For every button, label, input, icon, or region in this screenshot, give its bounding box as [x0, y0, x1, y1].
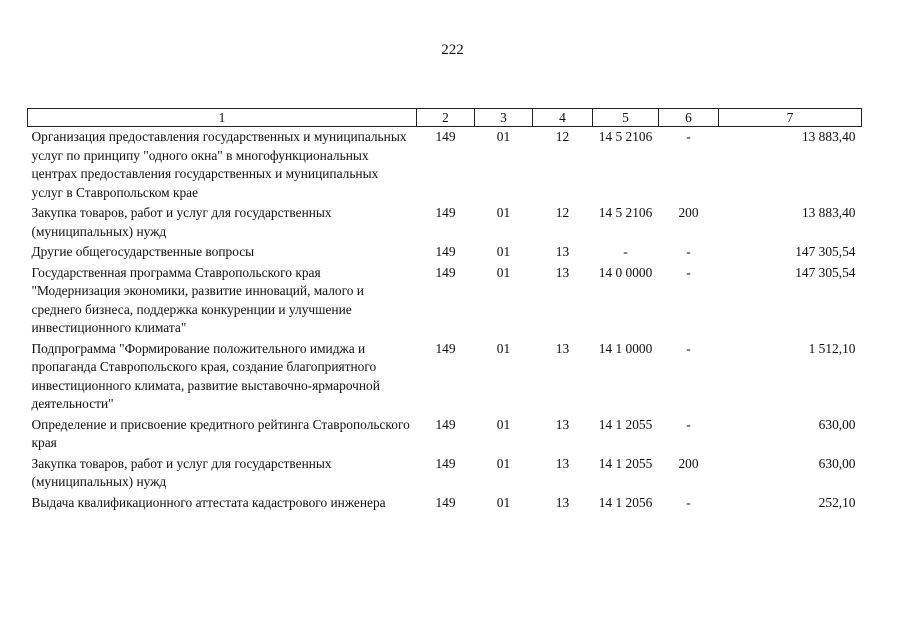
row-code-5: 14 1 2056	[598, 494, 653, 510]
row-code-6: -	[686, 340, 691, 356]
row-code-4: 13	[555, 264, 570, 280]
row-code-3: 01	[496, 244, 511, 259]
row-code-5: 14 5 2106	[598, 129, 653, 144]
table-row	[28, 415, 862, 454]
column-header-5: 5	[593, 109, 659, 127]
row-code-6: -	[686, 416, 691, 432]
row-code-3: 01	[496, 129, 511, 144]
table-row	[28, 242, 862, 263]
table-row	[28, 203, 862, 242]
row-name: Выдача квалификационного аттестата кадастрового инженера	[31, 494, 386, 510]
row-code-4: 12	[555, 205, 570, 220]
column-header-2: 2	[417, 109, 475, 127]
row-code-4: 13	[555, 244, 570, 259]
table-row	[28, 127, 862, 204]
row-code-3: 01	[496, 340, 511, 356]
row-code-4: 13	[555, 455, 570, 471]
row-amount: 147 305,54	[795, 244, 856, 259]
row-amount: 13 883,40	[801, 205, 856, 220]
row-code-5: 14 1 0000	[598, 340, 653, 356]
row-code-6: -	[686, 264, 691, 280]
row-name: Определение и присвоение кредитного рейтинга Ставропольского края	[31, 416, 410, 450]
row-code-2: 149	[435, 455, 456, 471]
row-name: Другие общегосударственные вопросы	[31, 244, 255, 259]
header-row	[28, 109, 862, 127]
row-code-3: 01	[496, 494, 511, 510]
row-amount: 1 512,10	[808, 340, 856, 356]
column-header-6: 6	[659, 109, 719, 127]
page-number: 222	[441, 42, 464, 58]
column-header-7: 7	[719, 109, 862, 127]
table-row	[28, 493, 862, 514]
row-code-2: 149	[435, 416, 456, 432]
row-code-2: 149	[435, 244, 456, 259]
table-row	[28, 339, 862, 415]
row-code-4: 13	[555, 494, 570, 510]
row-code-5: 14 1 2055	[598, 455, 653, 471]
row-code-2: 149	[435, 205, 456, 220]
row-amount: 13 883,40	[801, 129, 856, 144]
row-name: Государственная программа Ставропольского края "Модернизация экономики, развитие инноваций, малого и среднего бизнеса, поддержка конкуренции и улучшение инвестиционного климата"	[31, 264, 364, 335]
row-amount: 252,10	[818, 494, 856, 510]
row-code-5: -	[623, 244, 628, 259]
row-code-2: 149	[435, 129, 456, 144]
row-code-6: 200	[678, 455, 699, 471]
row-code-4: 13	[555, 416, 570, 432]
row-code-4: 12	[555, 129, 570, 144]
row-code-5: 14 1 2055	[598, 416, 653, 432]
row-code-4: 13	[555, 340, 570, 356]
row-code-3: 01	[496, 205, 511, 220]
table-row	[28, 454, 862, 493]
row-amount: 630,00	[818, 416, 856, 432]
row-code-6: -	[686, 244, 691, 259]
row-code-2: 149	[435, 494, 456, 510]
row-name: Подпрограмма "Формирование положительного имиджа и пропаганда Ставропольского края, создание благоприятного инвестиционного климата, развитие выставочно-ярмарочной деятельности"	[31, 340, 380, 411]
table-row	[28, 263, 862, 339]
row-code-5: 14 5 2106	[598, 205, 653, 220]
row-name: Организация предоставления государственных и муниципальных услуг по принципу "одного окна" в многофункциональных центрах предоставления государственных и муниципальных услуг в Ставропольском крае	[31, 129, 407, 200]
row-code-3: 01	[496, 455, 511, 471]
column-header-4: 4	[533, 109, 593, 127]
row-code-6: 200	[678, 205, 699, 220]
row-amount: 630,00	[818, 455, 856, 471]
column-header-1: 1	[28, 109, 417, 127]
column-header-3: 3	[475, 109, 533, 127]
row-code-3: 01	[496, 416, 511, 432]
row-code-6: -	[686, 494, 691, 510]
row-code-2: 149	[435, 264, 456, 280]
row-amount: 147 305,54	[795, 264, 856, 280]
row-code-3: 01	[496, 264, 511, 280]
row-code-2: 149	[435, 340, 456, 356]
row-code-5: 14 0 0000	[598, 264, 653, 280]
row-name: Закупка товаров, работ и услуг для государственных (муниципальных) нужд	[31, 205, 332, 239]
row-code-6: -	[686, 129, 691, 144]
row-name: Закупка товаров, работ и услуг для государственных (муниципальных) нужд	[31, 455, 332, 489]
budget-table	[27, 108, 862, 513]
